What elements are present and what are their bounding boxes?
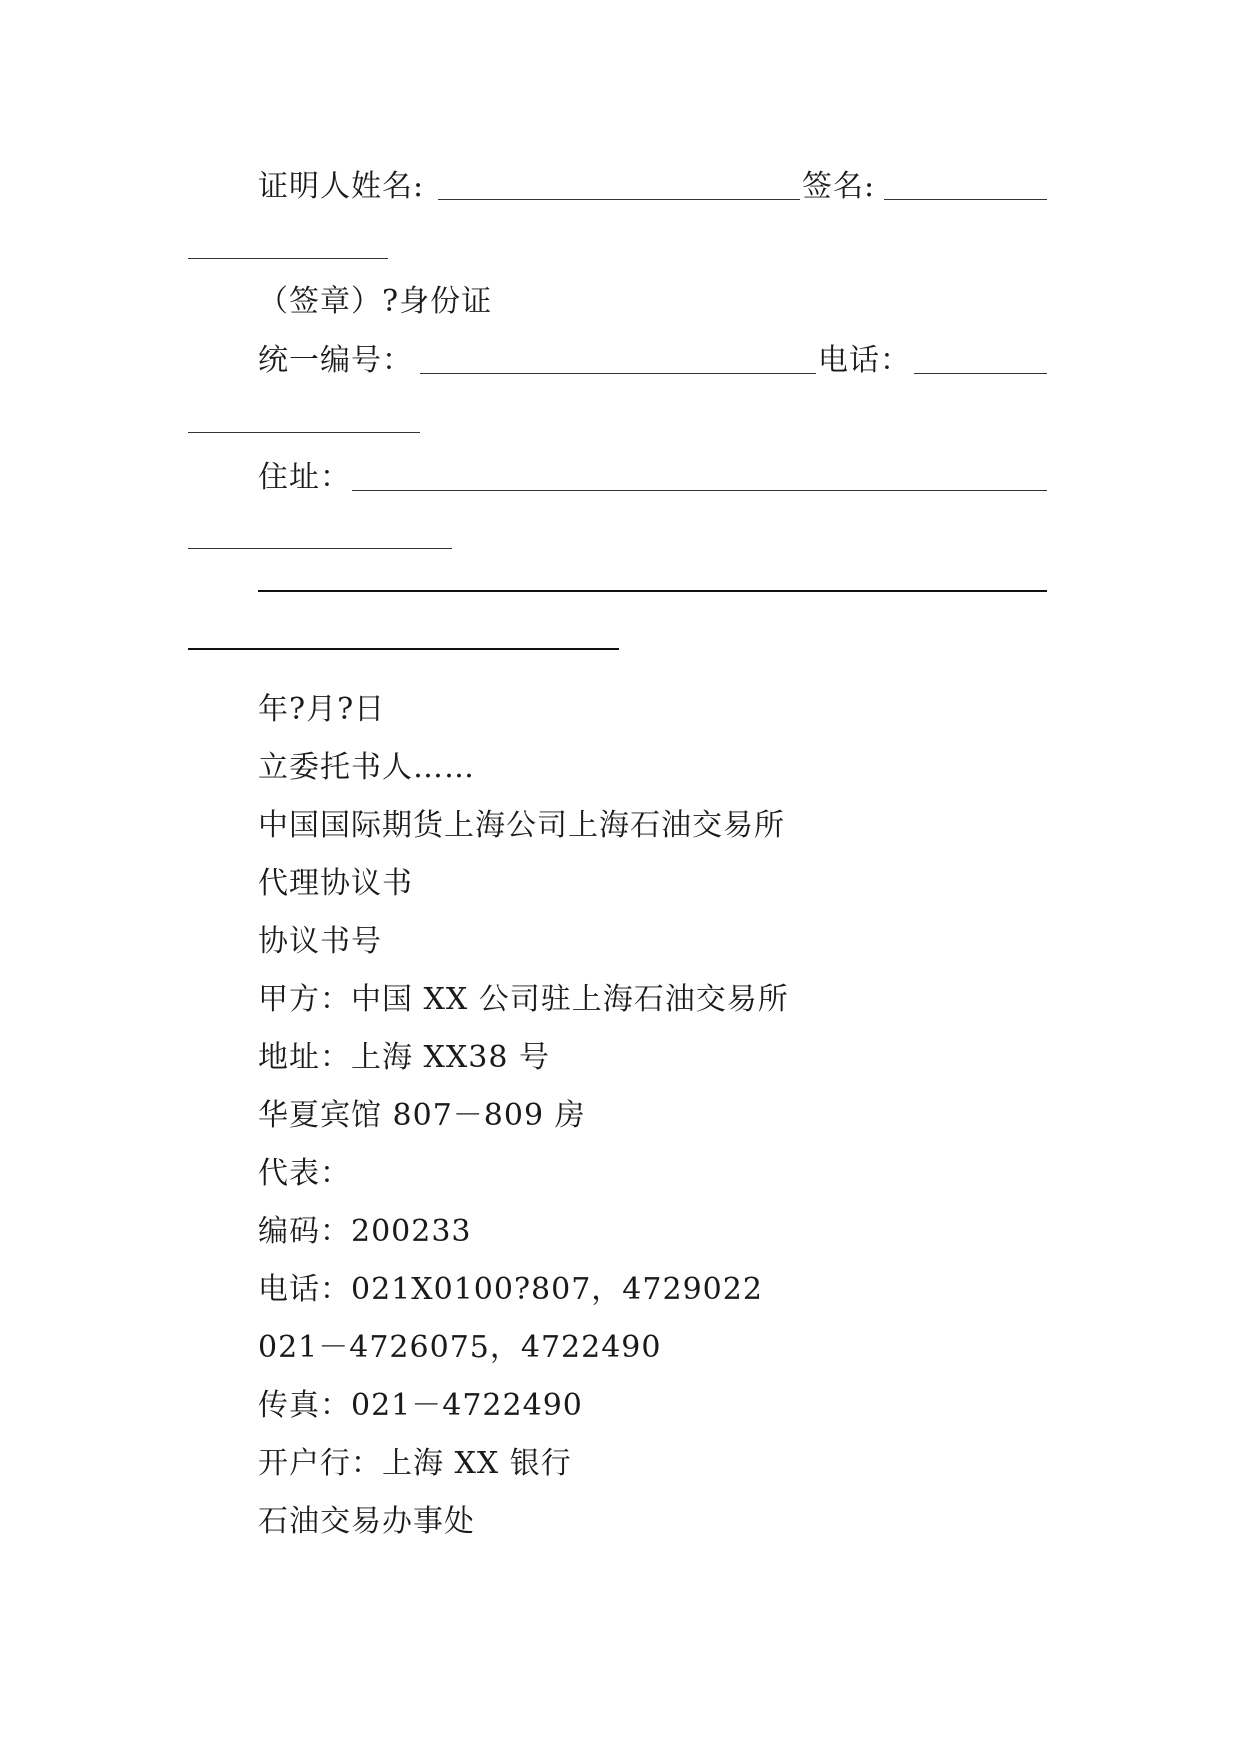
- unified-number-label: 统一编号：: [258, 343, 413, 378]
- divider-rule-lower: [188, 648, 619, 650]
- bank-line: 开户行：上海 XX 银行: [258, 1446, 572, 1481]
- client-line: 立委托书人……: [258, 750, 475, 785]
- address-field[interactable]: [352, 490, 1047, 491]
- signature-field-continuation[interactable]: [188, 258, 388, 259]
- phone-field[interactable]: [914, 373, 1047, 374]
- witness-name-label: 证明人姓名:: [258, 169, 425, 204]
- office-line: 石油交易办事处: [258, 1504, 475, 1539]
- phone-field-continuation[interactable]: [188, 432, 420, 433]
- agreement-number-line: 协议书号: [258, 924, 382, 959]
- fax-line: 传真：021－4722490: [258, 1388, 583, 1423]
- signature-field[interactable]: [884, 199, 1047, 200]
- org-line: 中国国际期货上海公司上海石油交易所: [258, 808, 785, 843]
- phone-line: 电话：021X0100?807，4729022: [258, 1272, 763, 1307]
- party-a-line: 甲方：中国 XX 公司驻上海石油交易所: [258, 982, 789, 1017]
- hotel-line: 华夏宾馆 807－809 房: [258, 1098, 586, 1133]
- witness-name-field[interactable]: [438, 199, 800, 200]
- representative-line: 代表：: [258, 1156, 351, 1191]
- phone-label: 电话：: [818, 343, 911, 378]
- signature-label: 签名:: [802, 169, 876, 204]
- divider-rule-upper: [258, 590, 1047, 592]
- date-line: 年?月?日: [258, 692, 386, 727]
- unified-number-field[interactable]: [420, 373, 816, 374]
- postcode-line: 编码：200233: [258, 1214, 472, 1249]
- address-label: 住址：: [258, 460, 351, 495]
- address-field-continuation[interactable]: [188, 548, 452, 549]
- address-line: 地址：上海 XX38 号: [258, 1040, 550, 1075]
- phone-line-2: 021－4726075，4722490: [258, 1330, 662, 1365]
- agreement-title: 代理协议书: [258, 866, 413, 901]
- seal-id-label: （签章）?身份证: [258, 284, 493, 319]
